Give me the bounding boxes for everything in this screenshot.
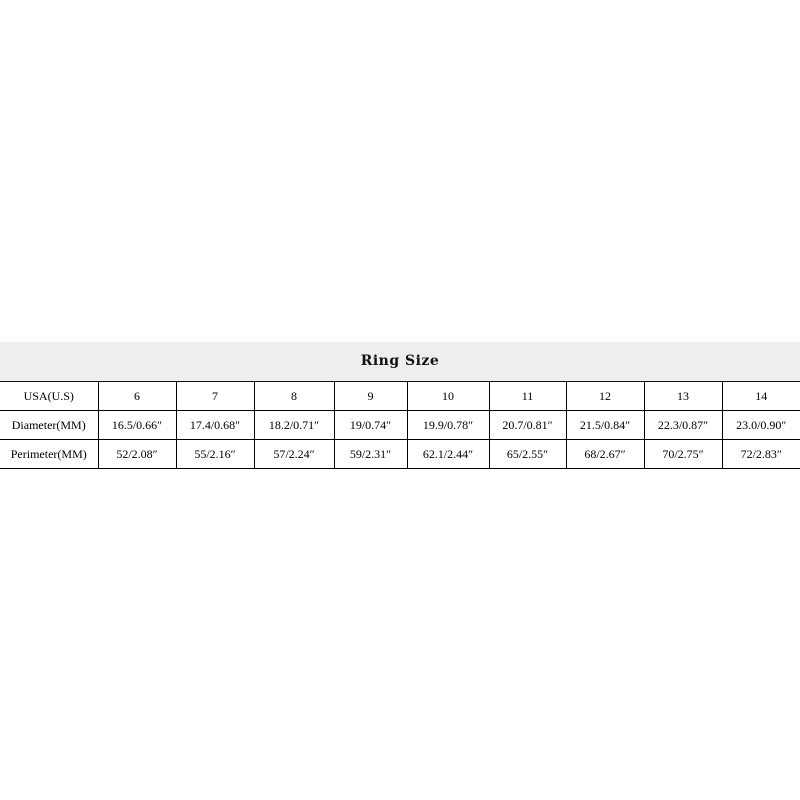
row-label-perimeter: Perimeter(MM) <box>0 440 98 469</box>
row-label-diameter: Diameter(MM) <box>0 411 98 440</box>
table-cell: 59/2.31″ <box>334 440 407 469</box>
table-cell: 7 <box>176 382 254 411</box>
table-cell: 55/2.16″ <box>176 440 254 469</box>
table-cell: 72/2.83″ <box>722 440 800 469</box>
table-cell: 19/0.74″ <box>334 411 407 440</box>
table-cell: 18.2/0.71″ <box>254 411 334 440</box>
table-cell: 19.9/0.78″ <box>407 411 489 440</box>
table-cell: 23.0/0.90″ <box>722 411 800 440</box>
table-cell: 11 <box>489 382 566 411</box>
table-cell: 22.3/0.87″ <box>644 411 722 440</box>
table-cell: 21.5/0.84″ <box>566 411 644 440</box>
table-cell: 14 <box>722 382 800 411</box>
table-cell: 17.4/0.68″ <box>176 411 254 440</box>
table-cell: 16.5/0.66″ <box>98 411 176 440</box>
table-row-diameter <box>0 411 800 440</box>
table-cell: 10 <box>407 382 489 411</box>
ring-size-chart <box>0 342 800 469</box>
chart-title: Ring Size <box>0 342 800 382</box>
table-cell: 57/2.24″ <box>254 440 334 469</box>
table-row-perimeter <box>0 440 800 469</box>
table-cell: 8 <box>254 382 334 411</box>
table-cell: 52/2.08″ <box>98 440 176 469</box>
table-cell: 12 <box>566 382 644 411</box>
table-cell: 65/2.55″ <box>489 440 566 469</box>
table-row-usa-size <box>0 382 800 411</box>
table-cell: 62.1/2.44″ <box>407 440 489 469</box>
table-cell: 70/2.75″ <box>644 440 722 469</box>
table-cell: 9 <box>334 382 407 411</box>
row-label-usa: USA(U.S) <box>0 382 98 411</box>
table-cell: 68/2.67″ <box>566 440 644 469</box>
table-cell: 6 <box>98 382 176 411</box>
table-cell: 13 <box>644 382 722 411</box>
table-cell: 20.7/0.81″ <box>489 411 566 440</box>
ring-size-table <box>0 382 800 469</box>
